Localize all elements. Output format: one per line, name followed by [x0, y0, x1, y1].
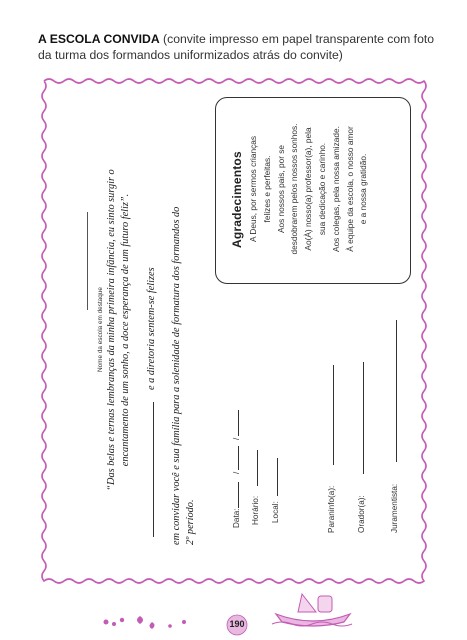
heading-title: A ESCOLA CONVIDA	[38, 32, 160, 46]
footer-left-ornament	[100, 608, 240, 634]
ack-line: Aos colegas, pela nossa amizade.	[330, 126, 341, 252]
acknowledgments-title: Agradecimentos	[230, 151, 244, 248]
speaker-line	[363, 362, 364, 474]
page-heading	[38, 31, 448, 63]
school-name-line	[87, 212, 88, 310]
quote-line-1: “Das belas e ternas lembranças da minha primeira infância, eu sinto surgir o	[106, 169, 117, 491]
date-separator-1: /	[232, 471, 241, 474]
invitation-text-1: e a diretoria sentem-se felizes	[146, 267, 157, 390]
ack-line: desdobrarem pelos nossos sonhos.	[289, 123, 300, 255]
invitation-line-3: 2º período.	[185, 499, 196, 545]
patron-line	[333, 365, 334, 465]
ack-line: sua dedicação e carinho.	[316, 142, 327, 236]
ack-line: felizes e perfeitas.	[261, 155, 272, 223]
school-name-label: Nome da escola em destaque	[97, 287, 104, 372]
speaker-label: Orador(a):	[357, 495, 366, 533]
oath-taker-line	[396, 320, 397, 462]
invitation-line-2: em convidar você e sua família para a solenidade de formatura dos formandos do	[171, 206, 182, 545]
ack-line: e a nossa gratidão.	[358, 153, 369, 225]
date-day-line	[238, 482, 239, 508]
date-year-line	[238, 410, 239, 436]
location-line	[277, 458, 278, 496]
oath-taker-label: Juramentista:	[390, 483, 399, 533]
ack-line: À equipe da escola, o nosso amor	[344, 126, 355, 252]
quote-line-2: encantamento de um sonho, a doce esperança de um futuro feliz”.	[120, 193, 131, 467]
acknowledgments-text	[247, 104, 371, 274]
ack-line: Ao(À) nosso(a) professor(a), pela	[303, 127, 314, 251]
time-label: Horário:	[251, 495, 260, 525]
boat-illustration	[268, 588, 358, 628]
school-blank-line	[153, 402, 154, 537]
invitation-text-2	[170, 207, 198, 545]
ack-line: Aos nossos pais, por se	[275, 144, 286, 234]
patron-label: Paraninfo(a):	[327, 485, 336, 533]
page-number: 190	[229, 619, 245, 629]
invitation-quote	[105, 130, 133, 530]
heading-note-line1: (convite impresso em papel transparente com foto	[163, 32, 435, 46]
date-month-line	[238, 446, 239, 470]
location-label: Local:	[271, 501, 280, 523]
date-label: Data:	[232, 508, 241, 528]
date-separator-2: /	[232, 437, 241, 440]
ack-line: A Deus, por sermos crianças	[248, 135, 258, 243]
heading-note-line2: da turma dos formandos uniformizados atrás do convite)	[38, 48, 343, 62]
time-line	[257, 450, 258, 486]
